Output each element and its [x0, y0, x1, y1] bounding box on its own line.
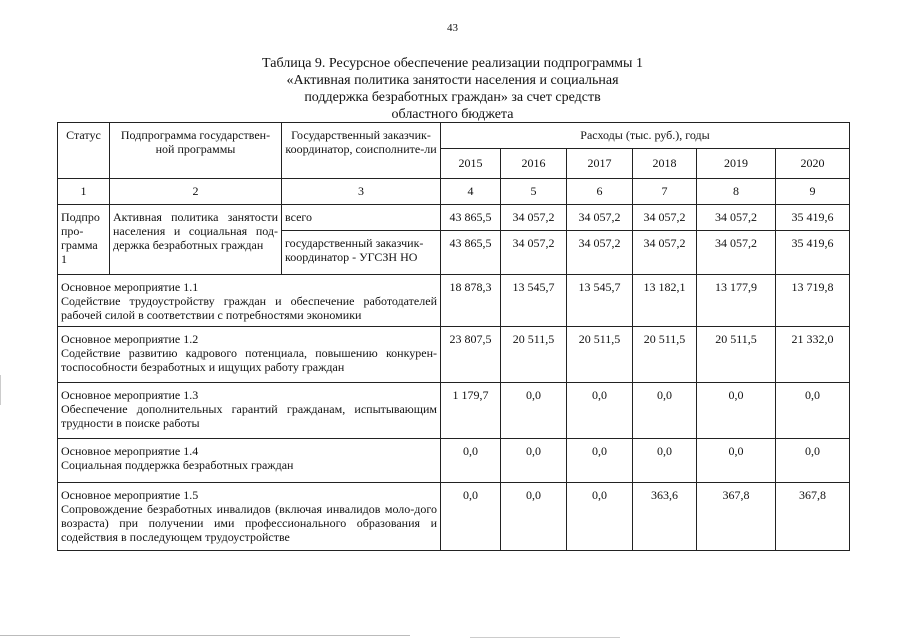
- value-cell: 0,0: [441, 483, 501, 551]
- value-cell: 13 182,1: [633, 275, 697, 327]
- value-cell: 43 865,5: [441, 205, 501, 231]
- value-cell: 18 878,3: [441, 275, 501, 327]
- value-cell: 34 057,2: [501, 205, 567, 231]
- col-number: 1: [58, 179, 110, 205]
- value-cell: 363,6: [633, 483, 697, 551]
- measure-cell: [58, 275, 441, 327]
- measure-cell: [58, 327, 441, 383]
- value-cell: 0,0: [567, 483, 633, 551]
- measure-title: Основное мероприятие 1.3: [61, 388, 199, 402]
- measure-cell: [58, 439, 441, 483]
- measure-cell: [58, 483, 441, 551]
- value-cell: 34 057,2: [567, 205, 633, 231]
- value-cell: 367,8: [776, 483, 850, 551]
- measure-title: Основное мероприятие 1.1: [61, 280, 199, 294]
- year-cell: 2015: [441, 149, 501, 179]
- title-line: «Активная политика занятости населения и социальная: [286, 73, 619, 88]
- year-cell: 2018: [633, 149, 697, 179]
- value-cell: 13 545,7: [567, 275, 633, 327]
- scan-edge-line: [470, 637, 620, 638]
- value-cell: 0,0: [697, 383, 776, 439]
- year-cell: 2017: [567, 149, 633, 179]
- year-cell: 2019: [697, 149, 776, 179]
- col-number: 5: [501, 179, 567, 205]
- value-cell: 20 511,5: [697, 327, 776, 383]
- year-cell: 2020: [776, 149, 850, 179]
- title-line: Таблица 9. Ресурсное обеспечение реализации подпрограммы 1: [262, 56, 643, 71]
- measure-cell: [58, 383, 441, 439]
- value-cell: 1 179,7: [441, 383, 501, 439]
- row-label: всего: [282, 205, 441, 231]
- value-cell: 34 057,2: [697, 205, 776, 231]
- value-cell: 34 057,2: [633, 205, 697, 231]
- value-cell: 20 511,5: [633, 327, 697, 383]
- header-expenses: Расходы (тыс. руб.), годы: [441, 123, 850, 149]
- value-cell: 0,0: [633, 439, 697, 483]
- year-cell: 2016: [501, 149, 567, 179]
- value-cell: 0,0: [501, 483, 567, 551]
- table-title: [0, 55, 905, 123]
- value-cell: 0,0: [441, 439, 501, 483]
- page-number: 43: [447, 22, 458, 34]
- value-cell: 20 511,5: [501, 327, 567, 383]
- value-cell: 0,0: [633, 383, 697, 439]
- col-number: 7: [633, 179, 697, 205]
- measure-title: Основное мероприятие 1.4: [61, 444, 199, 458]
- header-customer: Государственный заказчик-координатор, соисполните-ли: [282, 123, 441, 179]
- col-number: 2: [110, 179, 282, 205]
- value-cell: 20 511,5: [567, 327, 633, 383]
- value-cell: 367,8: [697, 483, 776, 551]
- measure-desc: Обеспечение дополнительных гарантий гражданам, испытывающим трудности в поиске работы: [61, 402, 437, 430]
- measure-desc: Содействие развитию кадрового потенциала, повышению конкурен-тоспособности безработных и ищущих работу граждан: [61, 346, 437, 374]
- col-number: 3: [282, 179, 441, 205]
- value-cell: 34 057,2: [501, 231, 567, 275]
- value-cell: 34 057,2: [697, 231, 776, 275]
- subprogram-status: Подпро про-грамма 1: [58, 205, 110, 275]
- value-cell: 0,0: [776, 383, 850, 439]
- value-cell: 35 419,6: [776, 205, 850, 231]
- col-number: 9: [776, 179, 850, 205]
- title-line: поддержка безработных граждан» за счет средств: [304, 90, 601, 105]
- value-cell: 34 057,2: [633, 231, 697, 275]
- header-subprogram: Подпрограмма государствен-ной программы: [110, 123, 282, 179]
- scan-margin-mark: [0, 375, 5, 405]
- measure-desc: Содействие трудоустройству граждан и обеспечение работодателей рабочей силой в соответствии с потребностями экономики: [61, 294, 437, 322]
- header-status: Статус: [58, 123, 110, 179]
- value-cell: 43 865,5: [441, 231, 501, 275]
- value-cell: 35 419,6: [776, 231, 850, 275]
- value-cell: 23 807,5: [441, 327, 501, 383]
- value-cell: 0,0: [697, 439, 776, 483]
- col-number: 8: [697, 179, 776, 205]
- title-line: областного бюджета: [391, 107, 514, 122]
- value-cell: 21 332,0: [776, 327, 850, 383]
- measure-title: Основное мероприятие 1.2: [61, 332, 199, 346]
- measure-desc: Социальная поддержка безработных граждан: [61, 458, 294, 472]
- value-cell: 13 719,8: [776, 275, 850, 327]
- value-cell: 0,0: [776, 439, 850, 483]
- value-cell: 13 545,7: [501, 275, 567, 327]
- measure-desc: Сопровождение безработных инвалидов (включая инвалидов моло-дого возраста) при получении ими профессионального образования и содействия в последующем трудоустройстве: [61, 502, 437, 544]
- value-cell: 34 057,2: [567, 231, 633, 275]
- subprogram-name: Активная политика занятости населения и социальная под-держка безработных граждан: [110, 205, 282, 275]
- value-cell: 0,0: [567, 439, 633, 483]
- value-cell: 0,0: [501, 383, 567, 439]
- measure-title: Основное мероприятие 1.5: [61, 488, 199, 502]
- row-label: государственный заказчик-координатор - УГСЗН НО: [282, 231, 441, 275]
- col-number: 4: [441, 179, 501, 205]
- value-cell: 13 177,9: [697, 275, 776, 327]
- value-cell: 0,0: [501, 439, 567, 483]
- resource-table: [57, 122, 850, 551]
- scan-edge-line: [0, 635, 410, 636]
- col-number: 6: [567, 179, 633, 205]
- value-cell: 0,0: [567, 383, 633, 439]
